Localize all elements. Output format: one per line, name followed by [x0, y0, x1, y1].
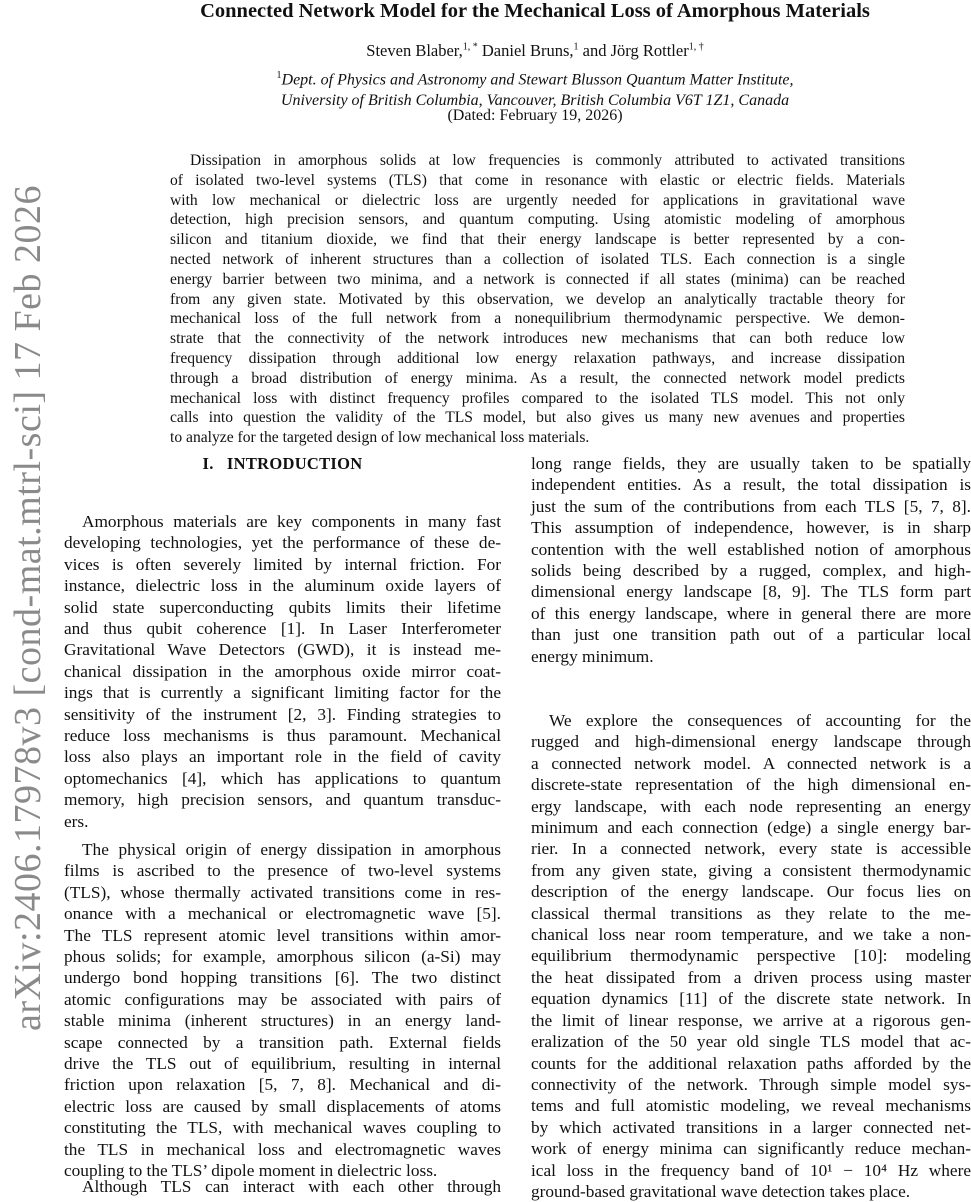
text-line: The physical origin of energy dissipation in amorphous: [82, 840, 501, 859]
text-line: contention with the well established notion of amorphous: [531, 539, 971, 559]
text-line: stable minima (inherent structures) in an energy land-: [64, 1011, 501, 1031]
text-line: by which activated transitions in a larger connected net-: [531, 1117, 971, 1137]
text-line: optomechanics [4], which has applications to quantum: [64, 768, 501, 788]
author-list: [100, 41, 970, 61]
text-line: the heat dissipated from a driven process using master: [531, 967, 971, 987]
text-line: We explore the consequences of accounting for the: [549, 711, 971, 730]
section-heading: I. INTRODUCTION: [202, 454, 363, 473]
author-mark: 1, †: [688, 41, 704, 53]
text-line: through a broad distribution of energy minima. As a result, the connected network model predicts: [170, 369, 905, 387]
text-line: mechanical loss with distinct frequency profiles compared to the isolated TLS model. This not only: [170, 389, 905, 407]
paragraph: [64, 511, 501, 832]
text-line: developing technologies, yet the performance of these de-: [64, 533, 501, 553]
text-line: undergo bond hopping transitions [6]. The two distinct: [64, 968, 501, 988]
text-line: a connected network model. A connected network is a: [531, 753, 971, 773]
text-line: atomic configurations may be associated with pairs of: [64, 989, 501, 1009]
text-line: the limit of linear response, we arrive at a rigorous gen-: [531, 1010, 971, 1030]
text-line: films is ascribed to the presence of two-level systems: [64, 861, 501, 881]
text-line: counts for the additional relaxation paths afforded by the: [531, 1053, 971, 1073]
text-line: ergy landscape, with each node representing an energy: [531, 796, 971, 816]
text-line: nected network of inherent structures than a collection of isolated TLS. Each connection is a single: [170, 250, 905, 268]
text-line: minimum and each connection (edge) a single energy bar-: [531, 818, 971, 838]
text-line: chanical loss near room temperature, and we take a non-: [531, 925, 971, 945]
text-line: mechanical loss of the full network from a nonequilibrium thermodynamic perspective. We demon-: [170, 310, 905, 328]
affiliation: [100, 65, 970, 111]
text-line: energy barrier between two minima, and a network is connected if all states (minima) can be reached: [170, 270, 905, 288]
text-line: to analyze for the targeted design of low mechanical loss materials.: [170, 429, 590, 447]
paper-title: Connected Network Model for the Mechanical Loss of Amorphous Materials: [200, 0, 870, 22]
text-line: description of the energy landscape. Our focus lies on: [531, 882, 971, 902]
text-line: long range fields, they are usually taken to be spatially: [531, 454, 971, 473]
text-line: friction upon relaxation [5, 7, 8]. Mechanical and di-: [64, 1075, 501, 1095]
author-name: and Jörg Rottler: [582, 41, 689, 60]
text-line: scape connected by a transition path. External fields: [64, 1032, 501, 1052]
text-line: coupling to the TLS’ dipole moment in dielectric loss.: [64, 1161, 438, 1181]
text-line: Dissipation in amorphous solids at low frequencies is commonly attributed to activated transitions: [190, 152, 905, 169]
author-mark: 1: [573, 41, 579, 53]
text-line: constituting the TLS, with mechanical waves coupling to: [64, 1118, 501, 1138]
text-line: onance with a mechanical or electromagnetic wave [5].: [64, 904, 501, 924]
paragraph: [64, 1176, 501, 1197]
text-line: solids being described by a rugged, complex, and high-: [531, 561, 971, 581]
text-line: chanical dissipation in the amorphous oxide mirror coat-: [64, 661, 501, 681]
affiliation-line: Dept. of Physics and Astronomy and Stewart Blusson Quantum Matter Institute,: [281, 71, 794, 89]
text-line: memory, high precision sensors, and quantum transduc-: [64, 790, 501, 810]
text-line: detection, high precision sensors, and quantum computing. Using atomistic modeling of amorphous: [170, 211, 905, 229]
text-line: sensitivity of the instrument [2, 3]. Finding strategies to: [64, 704, 501, 724]
text-line: Amorphous materials are key components in many fast: [82, 512, 501, 531]
text-line: equilibrium thermodynamic perspective [10]: modeling: [531, 946, 971, 966]
text-line: equation dynamics [11] of the discrete state network. In: [531, 989, 971, 1009]
text-line: rier. In a connected network, every state is accessible: [531, 839, 971, 859]
text-line: from any given state, giving a consistent thermodynamic: [531, 860, 971, 880]
author-name: Daniel Bruns,: [481, 41, 574, 60]
text-line: reduce loss mechanisms is thus paramount. Mechanical: [64, 726, 501, 746]
paragraph: [531, 710, 971, 1202]
text-line: eralization of the 50 year old single TLS model that ac-: [531, 1032, 971, 1052]
paragraph: [64, 839, 501, 1182]
text-line: strate that the connectivity of the network introduces new mechanisms that can both reduce low: [170, 330, 905, 348]
text-line: classical thermal transitions as they relate to the me-: [531, 903, 971, 923]
text-line: energy minimum.: [531, 646, 654, 666]
text-line: calls into question the validity of the TLS model, but also gives us many new avenues and properties: [170, 409, 905, 427]
text-line: dimensional energy landscape [8, 9]. The TLS form part: [531, 582, 971, 602]
affiliation-mark: 1: [276, 70, 282, 81]
text-line: Gravitational Wave Detectors (GWD), it is instead me-: [64, 640, 501, 660]
text-line: electric loss are caused by small displacements of atoms: [64, 1096, 501, 1116]
arxiv-identifier: arXiv:2406.17978v3 [cond-mat.mtrl-sci] 17 Feb 2026: [7, 184, 49, 1032]
text-line: ers.: [64, 811, 89, 831]
text-line: just the sum of the contributions from each TLS [5, 7, 8].: [531, 496, 971, 516]
text-line: and thus qubit coherence [1]. In Laser Interferometer: [64, 619, 501, 639]
text-line: instance, dielectric loss in the aluminum oxide layers of: [64, 576, 501, 596]
text-line: connectivity of the network. Through simple model sys-: [531, 1074, 971, 1094]
text-line: The TLS represent atomic level transitions within amor-: [64, 925, 501, 945]
text-line: ings that is currently a significant limiting factor for the: [64, 683, 501, 703]
text-line: ground-based gravitational wave detection takes place.: [531, 1181, 911, 1201]
text-line: with low mechanical or dielectric loss are urgently needed for applications in gravitational wave: [170, 191, 905, 209]
affiliation-line: University of British Columbia, Vancouver, British Columbia V6T 1Z1, Canada: [280, 92, 790, 110]
text-line: frequency dissipation through additional low energy relaxation pathways, and increase dissipation: [170, 349, 905, 367]
author-name: Steven Blaber,: [366, 41, 463, 60]
text-line: work of energy minima can significantly reduce mechan-: [531, 1139, 971, 1159]
date-line: (Dated: February 19, 2026): [447, 107, 623, 124]
text-line: of this energy landscape, where in general there are more: [531, 603, 971, 623]
text-line: This assumption of independence, however, is in sharp: [531, 518, 971, 538]
text-line: independent entities. As a result, the total dissipation is: [531, 475, 971, 495]
text-line: (TLS), whose thermally activated transitions come in res-: [64, 882, 501, 902]
text-line: silicon and titanium dioxide, we find that their energy landscape is better represented by a con-: [170, 231, 905, 249]
text-line: from any given state. Motivated by this observation, we develop an analytically tractable theory for: [170, 290, 905, 308]
text-line: drive the TLS out of equilibrium, resulting in internal: [64, 1054, 501, 1074]
text-line: discrete-state representation of the high dimensional en-: [531, 775, 971, 795]
text-line: than just one transition path out of a particular local: [531, 625, 971, 645]
text-line: Although TLS can interact with each other through: [82, 1177, 501, 1196]
paragraph: [531, 453, 971, 667]
text-line: ical loss in the frequency band of 10¹ − 10⁴ Hz where: [531, 1160, 971, 1180]
text-line: the TLS in mechanical loss and electromagnetic waves: [64, 1139, 501, 1159]
text-line: loss also plays an important role in the field of cavity: [64, 747, 501, 767]
abstract: [170, 151, 905, 448]
text-line: tems and full atomistic modeling, we reveal mechanisms: [531, 1096, 971, 1116]
text-line: vices is often severely limited by internal friction. For: [64, 554, 501, 574]
text-line: phous solids; for example, amorphous silicon (a-Si) may: [64, 947, 501, 967]
text-line: rugged and high-dimensional energy landscape through: [531, 732, 971, 752]
text-line: of isolated two-level systems (TLS) that come in resonance with elastic or electric fields. Materials: [170, 171, 905, 189]
author-mark: 1, *: [462, 41, 478, 53]
text-line: solid state superconducting qubits limits their lifetime: [64, 597, 501, 617]
